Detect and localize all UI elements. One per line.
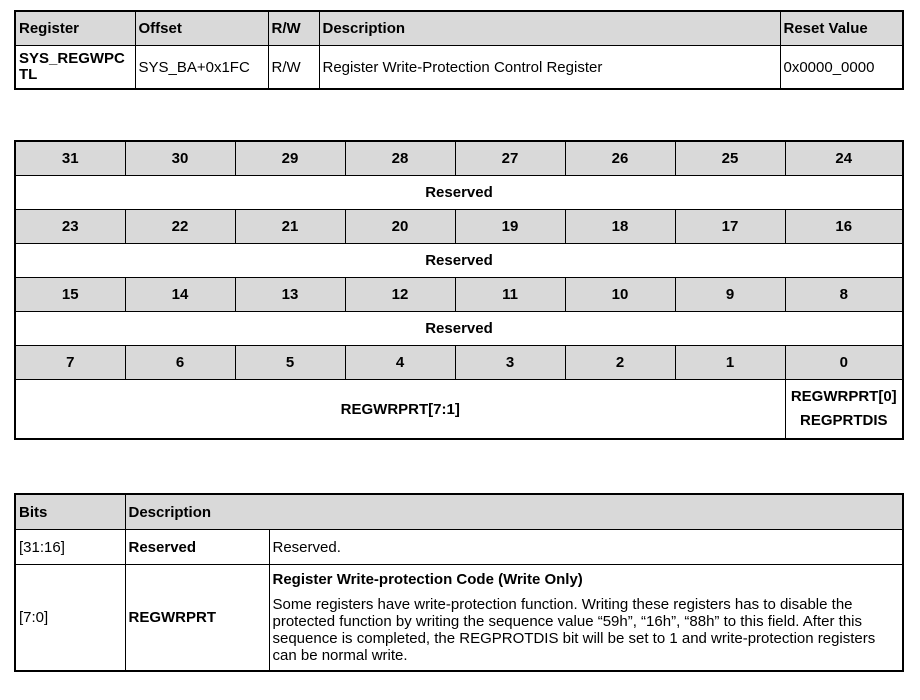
register-header-row bbox=[15, 11, 903, 46]
bit-field-row bbox=[15, 380, 903, 440]
bit-number: 2 bbox=[565, 346, 675, 380]
bit-number: 19 bbox=[455, 210, 565, 244]
register-offset: SYS_BA+0x1FC bbox=[135, 46, 268, 90]
bits-description-table bbox=[14, 493, 904, 672]
bit-number: 16 bbox=[785, 210, 903, 244]
bit-number: 4 bbox=[345, 346, 455, 380]
bit-field-row bbox=[15, 244, 903, 278]
bit-number: 7 bbox=[15, 346, 125, 380]
desc-bits: [31:16] bbox=[15, 530, 125, 565]
header-bits-description: Description bbox=[125, 494, 903, 530]
bit-number: 29 bbox=[235, 141, 345, 176]
bit-number: 12 bbox=[345, 278, 455, 312]
bit-number-row bbox=[15, 141, 903, 176]
bit-number: 11 bbox=[455, 278, 565, 312]
bit-number: 20 bbox=[345, 210, 455, 244]
bit-field-row bbox=[15, 176, 903, 210]
bit-number: 5 bbox=[235, 346, 345, 380]
header-bits: Bits bbox=[15, 494, 125, 530]
field-reserved: Reserved bbox=[15, 244, 903, 278]
register-row bbox=[15, 46, 903, 90]
bit-number: 3 bbox=[455, 346, 565, 380]
register-rw: R/W bbox=[268, 46, 319, 90]
header-register: Register bbox=[15, 11, 135, 46]
bit-number-row bbox=[15, 210, 903, 244]
bit-number: 0 bbox=[785, 346, 903, 380]
bit-number: 23 bbox=[15, 210, 125, 244]
header-rw: R/W bbox=[268, 11, 319, 46]
header-description: Description bbox=[319, 11, 780, 46]
bit-number: 13 bbox=[235, 278, 345, 312]
bit-number: 17 bbox=[675, 210, 785, 244]
bit-number: 10 bbox=[565, 278, 675, 312]
desc-field-text: Some registers have write-protection function. Writing these registers has to disable the protected function by writing the sequence value “59h”, “16h”, “88h” to this field. After this sequence is completed, the REGPROTDIS bit will be set to 1 and write-protection registers can be normal write. bbox=[272, 596, 876, 664]
desc-field-text: Reserved. bbox=[269, 530, 903, 565]
register-reset-value: 0x0000_0000 bbox=[780, 46, 903, 90]
field-regprtdis: REGPRTDIS bbox=[799, 412, 888, 429]
desc-field-name: Reserved bbox=[125, 530, 269, 565]
bit-number: 30 bbox=[125, 141, 235, 176]
bit-number-row bbox=[15, 346, 903, 380]
bit-number: 9 bbox=[675, 278, 785, 312]
bit-number: 18 bbox=[565, 210, 675, 244]
bit-number: 25 bbox=[675, 141, 785, 176]
field-reserved: Reserved bbox=[15, 176, 903, 210]
bit-number: 31 bbox=[15, 141, 125, 176]
bit-number-row bbox=[15, 278, 903, 312]
bit-number: 1 bbox=[675, 346, 785, 380]
desc-field-name: REGWRPRT bbox=[125, 565, 269, 672]
register-summary-table bbox=[14, 10, 904, 90]
header-offset: Offset bbox=[135, 11, 268, 46]
register-name: SYS_REGWPCTL bbox=[15, 46, 135, 90]
field-bit0 bbox=[785, 380, 903, 440]
field-regwrprt-high: REGWRPRT[7:1] bbox=[15, 380, 785, 440]
desc-row bbox=[15, 565, 903, 672]
desc-row bbox=[15, 530, 903, 565]
bit-layout-table bbox=[14, 140, 904, 440]
bit-number: 27 bbox=[455, 141, 565, 176]
field-regwrprt-0: REGWRPRT[0] bbox=[790, 388, 897, 405]
desc-header-row bbox=[15, 494, 903, 530]
field-reserved: Reserved bbox=[15, 312, 903, 346]
bit-number: 26 bbox=[565, 141, 675, 176]
register-description: Register Write-Protection Control Register bbox=[319, 46, 780, 90]
bit-number: 8 bbox=[785, 278, 903, 312]
bit-number: 6 bbox=[125, 346, 235, 380]
desc-bits: [7:0] bbox=[15, 565, 125, 672]
bit-field-row bbox=[15, 312, 903, 346]
desc-field-title: Register Write-protection Code (Write Only) bbox=[272, 571, 583, 588]
desc-field-detail bbox=[269, 565, 903, 672]
bit-number: 28 bbox=[345, 141, 455, 176]
bit-number: 14 bbox=[125, 278, 235, 312]
bit-number: 21 bbox=[235, 210, 345, 244]
bit-number: 22 bbox=[125, 210, 235, 244]
bit-number: 24 bbox=[785, 141, 903, 176]
bit-number: 15 bbox=[15, 278, 125, 312]
header-reset-value: Reset Value bbox=[780, 11, 903, 46]
